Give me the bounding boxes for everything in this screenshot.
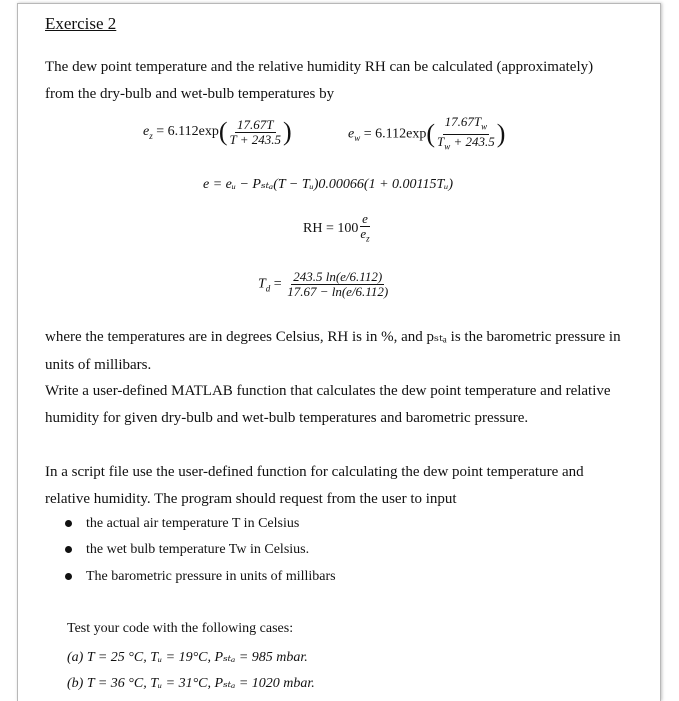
intro-line-2: from the dry-bulb and wet-bulb temperatures by: [45, 86, 335, 102]
where-line-2: units of millibars.: [45, 357, 152, 373]
list-item: the wet bulb temperature Tw in Celsius.: [65, 542, 309, 558]
script-line-1: In a script file use the user-defined function for calculating the dew point temperature and: [45, 464, 584, 480]
bullet-icon: [65, 573, 72, 580]
test-case-a: (a) T = 25 °C, Tᵤ = 19°C, Pₛₜₐ = 985 mbar.: [67, 650, 308, 665]
exercise-title: Exercise 2: [45, 14, 117, 33]
intro-line-1: The dew point temperature and the relative humidity RH can be calculated (approximately): [45, 59, 594, 75]
equation-td: $T_d$ = $\frac{243.5 \ln(e/6.112)}{17.67 - \ln(e/6.112)}$: [258, 269, 389, 299]
equation-e: e = eᵤ − Pₛₜₐ(T − Tᵤ)0.00066(1 + 0.00115Tᵤ): [203, 177, 454, 192]
list-item: the actual air temperature T in Celsius: [65, 516, 299, 532]
equation-ew: $e_w = 6.112\exp$( $\frac{17.67T_w}{T_w + 243.5}$ ): [348, 114, 506, 152]
bullet-icon: [65, 546, 72, 553]
equation-rh: RH = 100 $\frac{e}{e_z}$: [303, 211, 370, 244]
test-case-b: (b) T = 36 °C, Tᵤ = 31°C, Pₛₜₐ = 1020 mbar.: [67, 676, 315, 691]
list-item: The barometric pressure in units of millibars: [65, 569, 336, 585]
bullet-icon: [65, 520, 72, 527]
script-line-2: relative humidity. The program should request from the user to input: [45, 491, 457, 507]
where-line-1: where the temperatures are in degrees Celsius, RH is in %, and pₛₜₐ is the barometric pressure in: [45, 329, 621, 345]
equation-ez: $e_z = 6.112\exp$( $\frac{17.67T}{T + 243.5}$ ): [143, 116, 292, 147]
task-line-2: humidity for given dry-bulb and wet-bulb temperatures and barometric pressure.: [45, 410, 529, 426]
task-line-1: Write a user-defined MATLAB function that calculates the dew point temperature and relative: [45, 383, 611, 399]
document-page: [17, 3, 661, 701]
test-intro: Test your code with the following cases:: [67, 621, 294, 636]
